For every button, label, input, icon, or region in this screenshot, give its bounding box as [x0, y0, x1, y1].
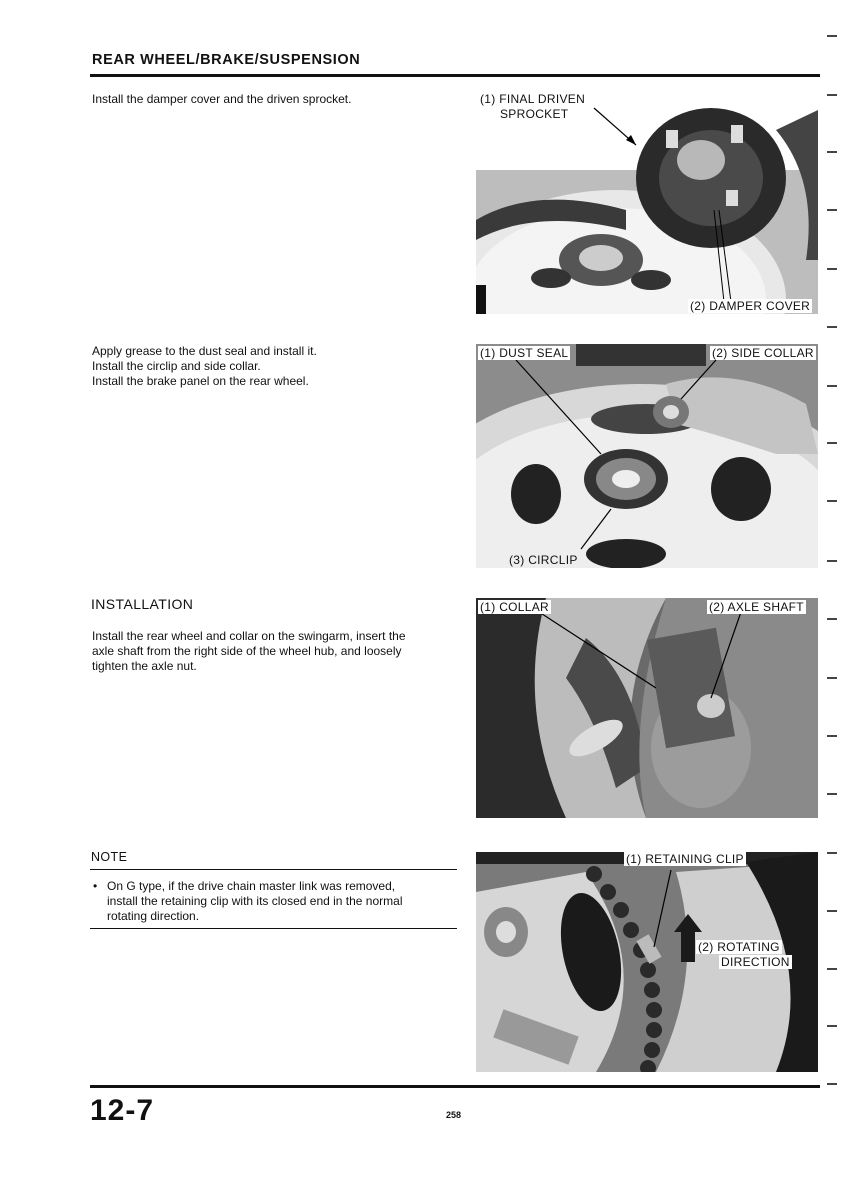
fig4-label-retaining-clip: (1) RETAINING CLIP: [626, 852, 744, 866]
margin-mark: [827, 326, 837, 328]
step-grease-line2: Install the circlip and side collar.: [92, 359, 261, 373]
installation-line1: Install the rear wheel and collar on the swingarm, insert the: [92, 629, 406, 643]
footer-rule: [90, 1085, 820, 1088]
figure-dust-seal-photo: [476, 344, 818, 568]
margin-mark: [827, 1025, 837, 1027]
note-heading: NOTE: [91, 850, 128, 864]
installation-line2: axle shaft from the right side of the wheel hub, and loosely: [92, 644, 402, 658]
note-line2: install the retaining clip with its closed end in the normal: [107, 894, 403, 908]
fig4-label-rotating-line1: (2) ROTATING: [698, 940, 780, 954]
margin-mark: [827, 618, 837, 620]
margin-mark: [827, 793, 837, 795]
margin-mark: [827, 35, 837, 37]
margin-mark: [827, 442, 837, 444]
margin-mark: [827, 735, 837, 737]
note-line3: rotating direction.: [107, 909, 200, 923]
figure-axle-shaft-photo: [476, 598, 818, 818]
fig3-label-collar: (1) COLLAR: [480, 600, 550, 614]
fig3-label-axle-shaft: (2) AXLE SHAFT: [709, 600, 804, 614]
fig2-label-side-collar: (2) SIDE COLLAR: [712, 346, 814, 360]
fig4-label-rotating-line2: DIRECTION: [721, 955, 790, 969]
fig1-label-final-driven-line2: SPROCKET: [500, 107, 569, 121]
fig1-label-final-driven-line1: (1) FINAL DRIVEN: [480, 92, 586, 106]
note-top-rule: [90, 869, 457, 870]
margin-mark: [827, 560, 837, 562]
note-bullet-marker: •: [93, 879, 98, 893]
fig2-label-circlip: (3) CIRCLIP: [509, 553, 578, 567]
installation-line3: tighten the axle nut.: [92, 659, 197, 673]
step-grease-line1: Apply grease to the dust seal and install it.: [92, 344, 317, 358]
margin-mark: [827, 500, 837, 502]
fig1-label-damper-cover: (2) DAMPER COVER: [690, 299, 811, 313]
margin-mark: [827, 910, 837, 912]
section-title: REAR WHEEL/BRAKE/SUSPENSION: [92, 52, 361, 68]
header-rule: [90, 74, 820, 77]
installation-heading: INSTALLATION: [91, 596, 194, 612]
margin-mark: [827, 968, 837, 970]
step-grease-text: [92, 344, 317, 389]
margin-mark: [827, 852, 837, 854]
step-damper-text: Install the damper cover and the driven sprocket.: [92, 92, 352, 106]
margin-mark: [827, 94, 837, 96]
note-text: [107, 879, 403, 924]
page-section-number: 12-7: [90, 1094, 155, 1127]
margin-mark: [827, 677, 837, 679]
fig2-label-dust-seal: (1) DUST SEAL: [480, 346, 569, 360]
step-grease-line3: Install the brake panel on the rear wheel.: [92, 374, 309, 388]
margin-mark: [827, 268, 837, 270]
page-number: 258: [446, 1110, 462, 1120]
margin-mark: [827, 209, 837, 211]
note-bottom-rule: [90, 928, 457, 929]
margin-mark: [827, 385, 837, 387]
figure-final-driven-sprocket-photo: [476, 90, 818, 314]
note-line1: On G type, if the drive chain master link was removed,: [107, 879, 396, 893]
margin-mark: [827, 1083, 837, 1085]
installation-text: [92, 629, 406, 674]
margin-mark: [827, 151, 837, 153]
